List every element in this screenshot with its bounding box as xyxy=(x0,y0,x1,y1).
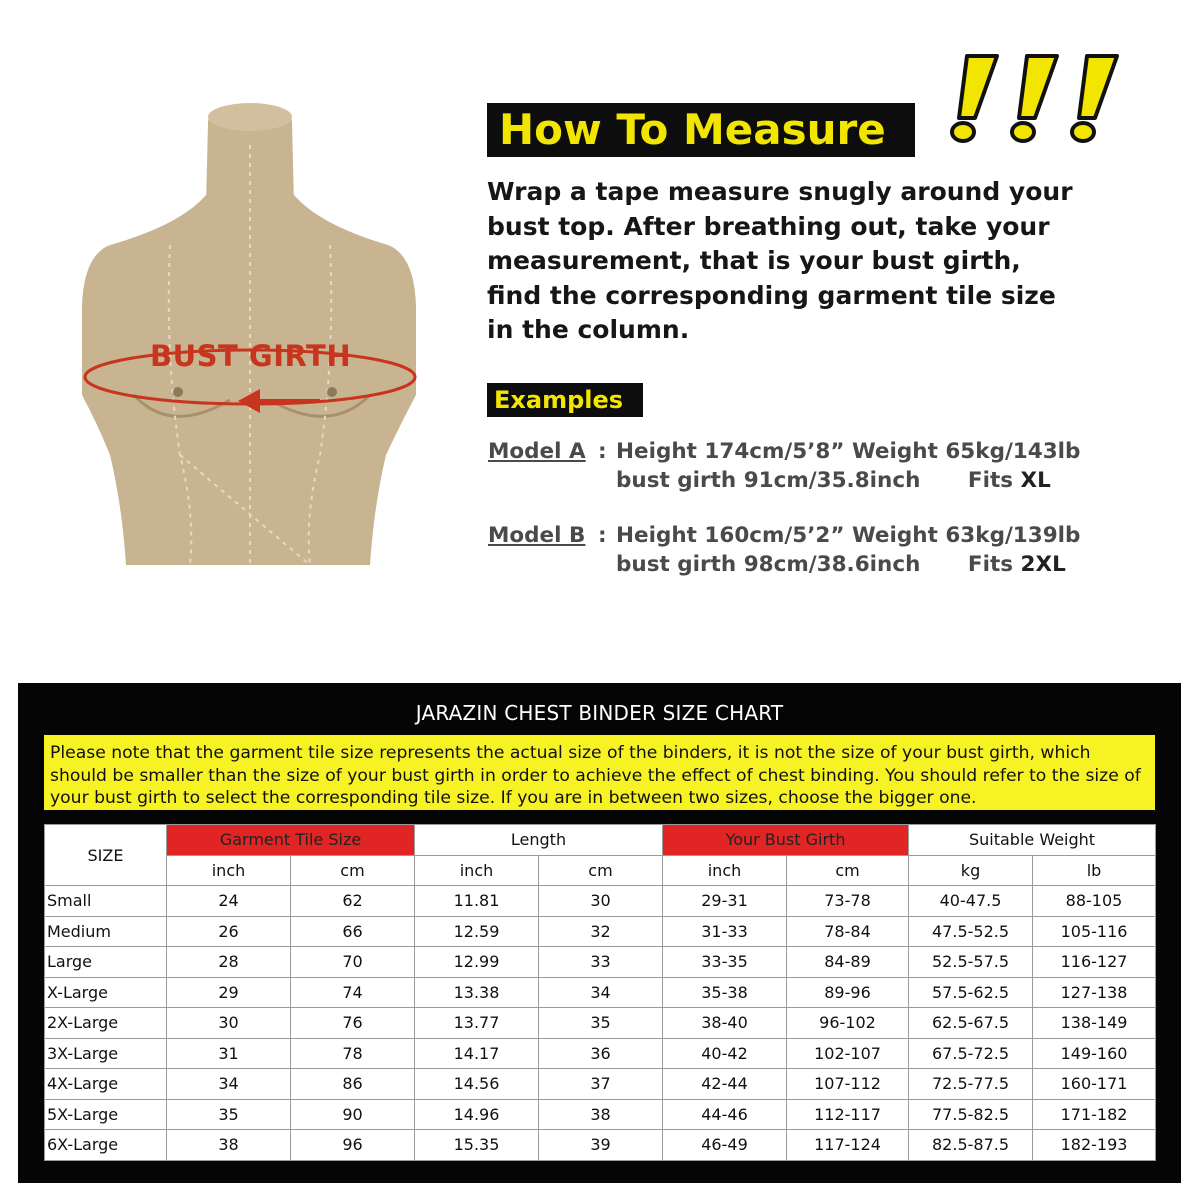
size-name-cell: Small xyxy=(45,886,167,917)
table-cell: 35 xyxy=(167,1099,291,1130)
size-name-cell: X-Large xyxy=(45,977,167,1008)
size-name-cell: 5X-Large xyxy=(45,1099,167,1130)
model-colon: : xyxy=(598,523,607,548)
table-cell: 32 xyxy=(539,916,663,947)
table-cell: 112-117 xyxy=(787,1099,909,1130)
model-name: Model A xyxy=(488,439,586,464)
mannequin-figure xyxy=(70,95,430,575)
table-cell: 116-127 xyxy=(1033,947,1156,978)
unit-header: cm xyxy=(539,855,663,886)
size-name-cell: Large xyxy=(45,947,167,978)
table-cell: 12.99 xyxy=(415,947,539,978)
table-cell: 24 xyxy=(167,886,291,917)
table-cell: 127-138 xyxy=(1033,977,1156,1008)
table-cell: 29-31 xyxy=(663,886,787,917)
table-cell: 35-38 xyxy=(663,977,787,1008)
mannequin-illustration xyxy=(70,95,430,575)
table-cell: 38 xyxy=(167,1130,291,1161)
table-cell: 149-160 xyxy=(1033,1038,1156,1069)
how-to-measure-title: How To Measure xyxy=(487,103,915,157)
table-cell: 57.5-62.5 xyxy=(909,977,1033,1008)
table-row xyxy=(45,1130,1156,1161)
exclamation-marks-icon xyxy=(945,52,1135,151)
table-cell: 12.59 xyxy=(415,916,539,947)
table-cell: 13.38 xyxy=(415,977,539,1008)
model-fits xyxy=(968,550,1066,579)
table-cell: 38-40 xyxy=(663,1008,787,1039)
table-cell: 37 xyxy=(539,1069,663,1100)
table-cell: 74 xyxy=(291,977,415,1008)
table-cell: 34 xyxy=(167,1069,291,1100)
unit-header: inch xyxy=(663,855,787,886)
table-cell: 96 xyxy=(291,1130,415,1161)
table-cell: 46-49 xyxy=(663,1130,787,1161)
fits-size: XL xyxy=(1020,468,1051,493)
size-name-cell: 2X-Large xyxy=(45,1008,167,1039)
size-chart-note: Please note that the garment tile size represents the actual size of the binders, it is not the size of your bust girth, which should be smaller than the size of your bust girth in order to achieve the effect of chest binding. You should refer to the size of your bust girth to select the corresponding tile size. If you are in between two sizes, choose the bigger one. xyxy=(44,735,1155,810)
table-cell: 66 xyxy=(291,916,415,947)
unit-header: inch xyxy=(167,855,291,886)
table-cell: 86 xyxy=(291,1069,415,1100)
size-table xyxy=(44,824,1156,1161)
model-colon: : xyxy=(598,439,607,464)
table-cell: 78-84 xyxy=(787,916,909,947)
fits-size: 2XL xyxy=(1020,552,1066,577)
instruction-line: measurement, that is your bust girth, xyxy=(487,246,1021,275)
table-cell: 47.5-52.5 xyxy=(909,916,1033,947)
table-cell: 90 xyxy=(291,1099,415,1130)
model-fits xyxy=(968,466,1051,495)
fits-label: Fits xyxy=(967,552,1014,577)
table-cell: 82.5-87.5 xyxy=(909,1130,1033,1161)
table-cell: 76 xyxy=(291,1008,415,1039)
model-height-weight: Height 174cm/5’8” Weight 65kg/143lb xyxy=(616,439,1081,464)
unit-header: cm xyxy=(787,855,909,886)
table-cell: 84-89 xyxy=(787,947,909,978)
examples-title: Examples xyxy=(487,383,643,417)
table-cell: 31-33 xyxy=(663,916,787,947)
table-cell: 72.5-77.5 xyxy=(909,1069,1033,1100)
model-b-example xyxy=(488,521,1080,579)
table-row xyxy=(45,1008,1156,1039)
table-cell: 30 xyxy=(167,1008,291,1039)
size-column-header: SIZE xyxy=(45,825,167,886)
size-name-cell: Medium xyxy=(45,916,167,947)
table-cell: 14.56 xyxy=(415,1069,539,1100)
table-cell: 182-193 xyxy=(1033,1130,1156,1161)
instruction-line: Wrap a tape measure snugly around your xyxy=(487,177,1073,206)
table-cell: 73-78 xyxy=(787,886,909,917)
size-table-body xyxy=(45,886,1156,1161)
instruction-line: bust top. After breathing out, take your xyxy=(487,211,1050,241)
bust-girth-label: BUST GIRTH xyxy=(150,339,352,373)
table-cell: 77.5-82.5 xyxy=(909,1099,1033,1130)
table-cell: 38 xyxy=(539,1099,663,1130)
table-cell: 70 xyxy=(291,947,415,978)
table-cell: 96-102 xyxy=(787,1008,909,1039)
size-chart xyxy=(18,683,1181,1183)
model-name: Model B xyxy=(488,523,586,548)
size-name-cell: 3X-Large xyxy=(45,1038,167,1069)
table-cell: 33-35 xyxy=(663,947,787,978)
table-row xyxy=(45,947,1156,978)
length-header: Length xyxy=(415,825,663,856)
table-cell: 62 xyxy=(291,886,415,917)
table-header-row xyxy=(45,825,1156,856)
garment-tile-size-header: Garment Tile Size xyxy=(167,825,415,856)
unit-header-row xyxy=(45,855,1156,886)
table-cell: 40-47.5 xyxy=(909,886,1033,917)
table-cell: 117-124 xyxy=(787,1130,909,1161)
table-row xyxy=(45,886,1156,917)
table-cell: 42-44 xyxy=(663,1069,787,1100)
measure-instructions xyxy=(487,175,1177,348)
unit-header: lb xyxy=(1033,855,1156,886)
table-cell: 14.17 xyxy=(415,1038,539,1069)
table-cell: 107-112 xyxy=(787,1069,909,1100)
model-height-weight: Height 160cm/5’2” Weight 63kg/139lb xyxy=(616,523,1081,548)
model-bust-girth: bust girth 91cm/35.8inch xyxy=(616,468,921,493)
size-chart-title: JARAZIN CHEST BINDER SIZE CHART xyxy=(415,701,784,725)
table-cell: 36 xyxy=(539,1038,663,1069)
table-row xyxy=(45,1038,1156,1069)
instruction-line: in the column. xyxy=(487,315,690,344)
table-cell: 29 xyxy=(167,977,291,1008)
table-cell: 160-171 xyxy=(1033,1069,1156,1100)
table-cell: 40-42 xyxy=(663,1038,787,1069)
table-cell: 44-46 xyxy=(663,1099,787,1130)
table-cell: 11.81 xyxy=(415,886,539,917)
table-cell: 138-149 xyxy=(1033,1008,1156,1039)
table-cell: 67.5-72.5 xyxy=(909,1038,1033,1069)
size-name-cell: 4X-Large xyxy=(45,1069,167,1100)
table-cell: 88-105 xyxy=(1033,886,1156,917)
table-cell: 13.77 xyxy=(415,1008,539,1039)
table-row xyxy=(45,1069,1156,1100)
table-cell: 171-182 xyxy=(1033,1099,1156,1130)
table-cell: 89-96 xyxy=(787,977,909,1008)
size-name-cell: 6X-Large xyxy=(45,1130,167,1161)
unit-header: kg xyxy=(909,855,1033,886)
table-cell: 31 xyxy=(167,1038,291,1069)
table-cell: 15.35 xyxy=(415,1130,539,1161)
unit-header: cm xyxy=(291,855,415,886)
fits-label: Fits xyxy=(967,468,1014,493)
table-cell: 62.5-67.5 xyxy=(909,1008,1033,1039)
table-cell: 28 xyxy=(167,947,291,978)
model-a-example xyxy=(488,437,1080,495)
table-cell: 78 xyxy=(291,1038,415,1069)
table-cell: 34 xyxy=(539,977,663,1008)
table-cell: 52.5-57.5 xyxy=(909,947,1033,978)
table-cell: 26 xyxy=(167,916,291,947)
table-row xyxy=(45,977,1156,1008)
table-cell: 14.96 xyxy=(415,1099,539,1130)
table-cell: 105-116 xyxy=(1033,916,1156,947)
bust-girth-header: Your Bust Girth xyxy=(663,825,909,856)
table-cell: 30 xyxy=(539,886,663,917)
table-cell: 33 xyxy=(539,947,663,978)
unit-header: inch xyxy=(415,855,539,886)
model-bust-girth: bust girth 98cm/38.6inch xyxy=(616,552,921,577)
table-cell: 39 xyxy=(539,1130,663,1161)
suitable-weight-header: Suitable Weight xyxy=(909,825,1156,856)
table-row xyxy=(45,1099,1156,1130)
instruction-line: find the corresponding garment tile size xyxy=(487,280,1056,310)
table-row xyxy=(45,916,1156,947)
table-cell: 102-107 xyxy=(787,1038,909,1069)
table-cell: 35 xyxy=(539,1008,663,1039)
